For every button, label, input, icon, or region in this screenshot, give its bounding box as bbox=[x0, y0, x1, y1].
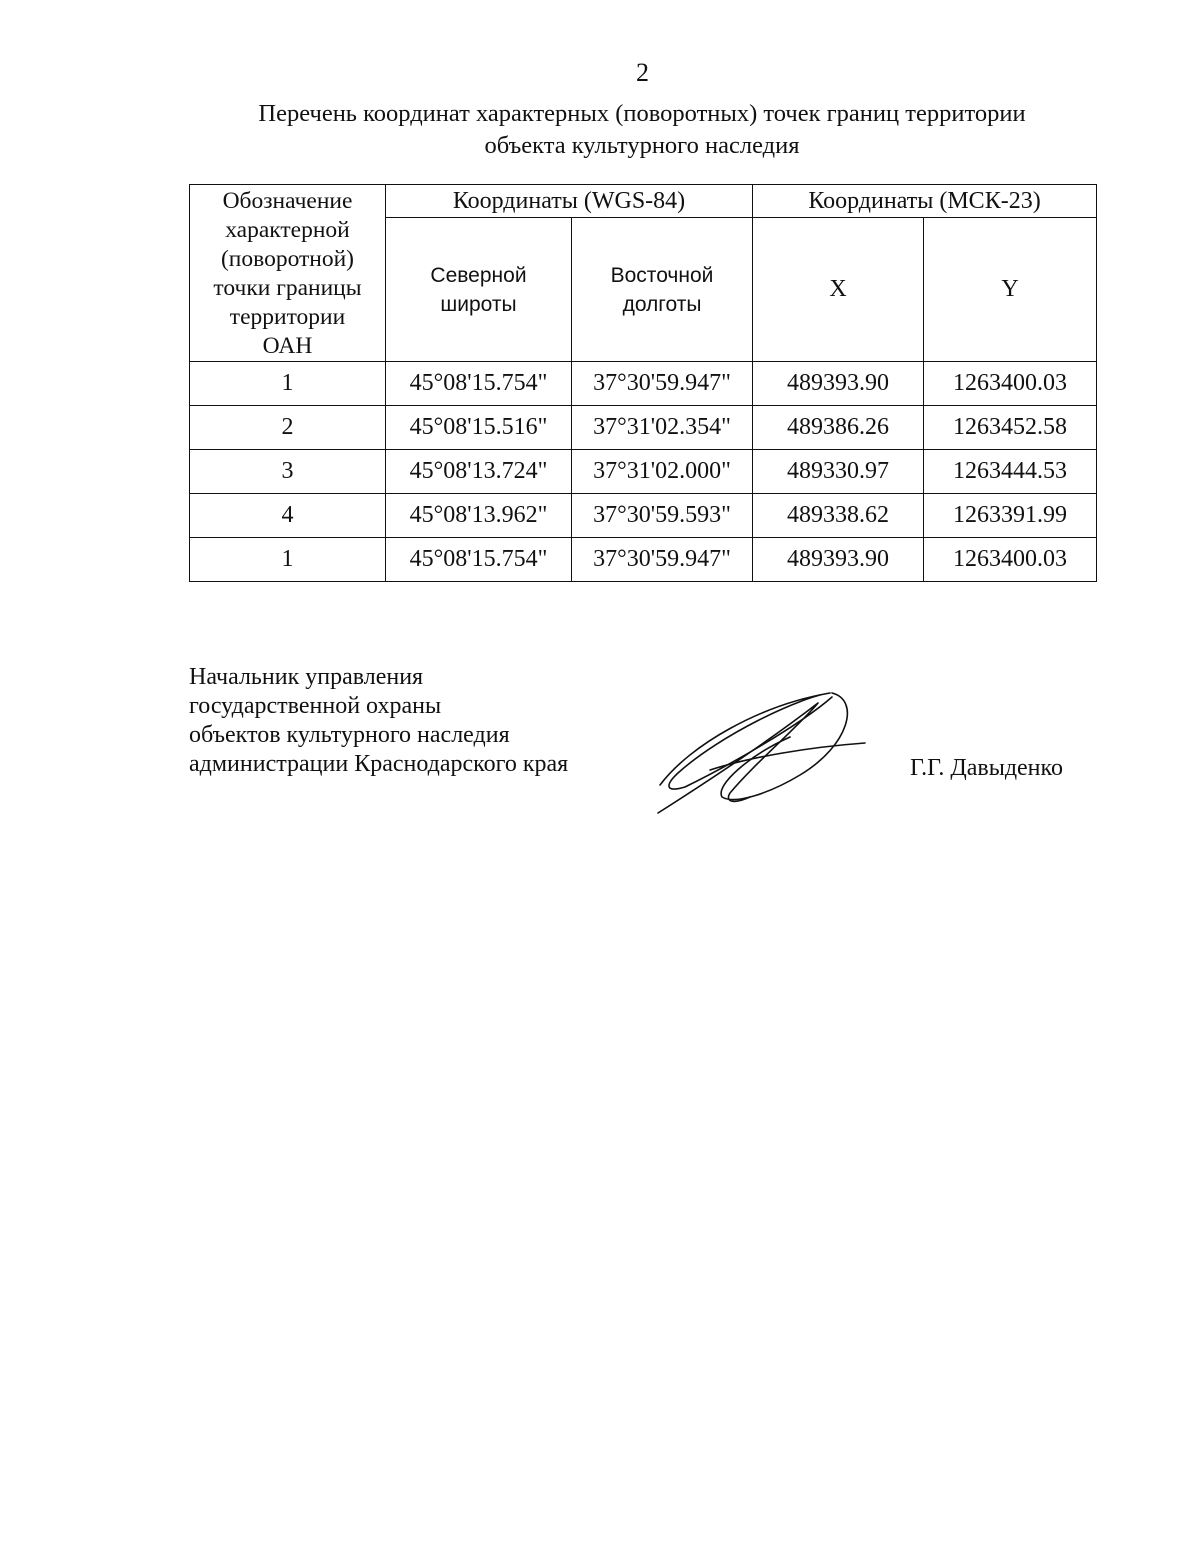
signer-name: Г.Г. Давыденко bbox=[910, 755, 1063, 781]
cell-lat: 45°08'15.516" bbox=[386, 406, 572, 450]
cell-point: 3 bbox=[190, 450, 386, 494]
handwritten-signature bbox=[650, 685, 880, 820]
header-point-designation: Обозначение характерной (поворотной) точки границы территории ОАН bbox=[190, 185, 386, 362]
header-y: Y bbox=[924, 218, 1097, 362]
position-line: администрации Краснодарского края bbox=[189, 751, 569, 777]
cell-lat: 45°08'13.724" bbox=[386, 450, 572, 494]
table-row bbox=[190, 450, 1097, 494]
position-line: государственной охраны bbox=[189, 693, 442, 719]
cell-point: 1 bbox=[190, 538, 386, 582]
cell-x: 489386.26 bbox=[753, 406, 924, 450]
cell-point: 4 bbox=[190, 494, 386, 538]
cell-x: 489393.90 bbox=[753, 538, 924, 582]
cell-lat: 45°08'13.962" bbox=[386, 494, 572, 538]
title-line-1: Перечень координат характерных (поворотных) точек границ территории bbox=[258, 100, 1026, 127]
header-x: X bbox=[753, 218, 924, 362]
title-line-2: объекта культурного наследия bbox=[484, 132, 800, 159]
cell-y: 1263444.53 bbox=[924, 450, 1097, 494]
cell-lon: 37°31'02.354" bbox=[572, 406, 753, 450]
cell-point: 1 bbox=[190, 362, 386, 406]
cell-lon: 37°30'59.593" bbox=[572, 494, 753, 538]
cell-y: 1263400.03 bbox=[924, 538, 1097, 582]
cell-y: 1263452.58 bbox=[924, 406, 1097, 450]
cell-lat: 45°08'15.754" bbox=[386, 362, 572, 406]
header-latitude: Северной широты bbox=[386, 218, 572, 362]
table-row bbox=[190, 406, 1097, 450]
table-row bbox=[190, 494, 1097, 538]
cell-x: 489393.90 bbox=[753, 362, 924, 406]
table-row bbox=[190, 362, 1097, 406]
coordinates-table bbox=[189, 184, 1097, 582]
table-header-row-1 bbox=[190, 185, 1097, 218]
cell-point: 2 bbox=[190, 406, 386, 450]
header-wgs84: Координаты (WGS-84) bbox=[386, 185, 753, 218]
document-title bbox=[188, 98, 1096, 162]
header-longitude: Восточной долготы bbox=[572, 218, 753, 362]
cell-x: 489330.97 bbox=[753, 450, 924, 494]
cell-lat: 45°08'15.754" bbox=[386, 538, 572, 582]
cell-lon: 37°30'59.947" bbox=[572, 362, 753, 406]
cell-y: 1263400.03 bbox=[924, 362, 1097, 406]
position-line: Начальник управления bbox=[189, 664, 424, 690]
table-row bbox=[190, 538, 1097, 582]
cell-lon: 37°31'02.000" bbox=[572, 450, 753, 494]
header-msk23: Координаты (МСК-23) bbox=[753, 185, 1097, 218]
cell-x: 489338.62 bbox=[753, 494, 924, 538]
page-number: 2 bbox=[636, 58, 649, 87]
signatory-position bbox=[189, 663, 568, 779]
position-line: объектов культурного наследия bbox=[189, 722, 510, 748]
cell-lon: 37°30'59.947" bbox=[572, 538, 753, 582]
cell-y: 1263391.99 bbox=[924, 494, 1097, 538]
